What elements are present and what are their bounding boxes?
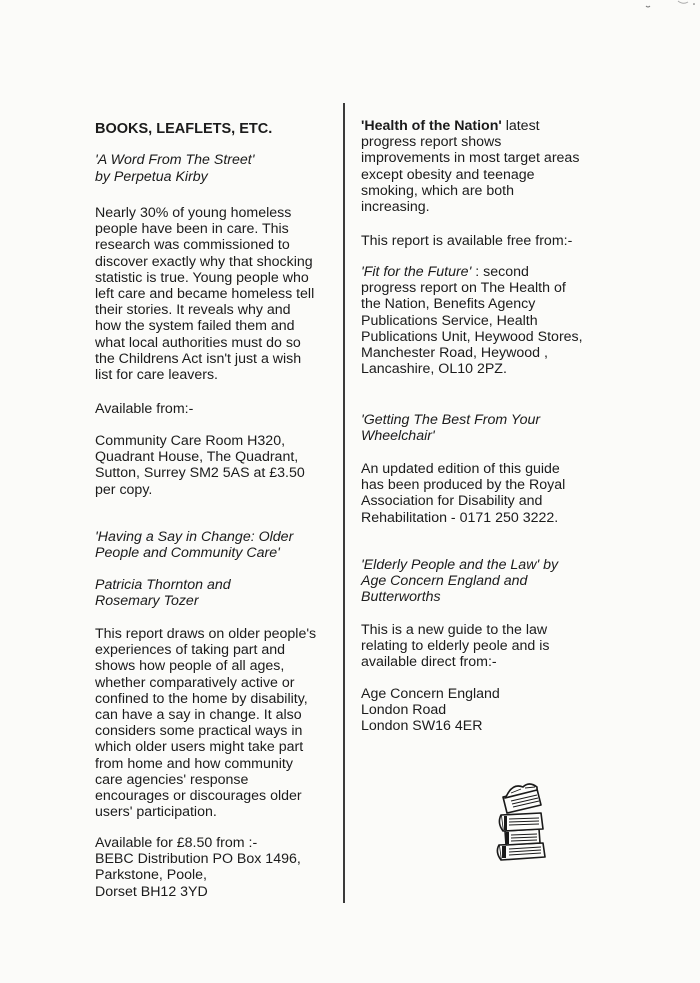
- item-authors-thornton-tozer: Patricia Thornton and Rosemary Tozer: [95, 577, 231, 610]
- item-title-having-a-say-in-change: 'Having a Say in Change: Older People and Community Care': [95, 529, 294, 562]
- item-author-perpetua-kirby: by Perpetua Kirby: [95, 169, 208, 185]
- fit-for-the-future-address: : second progress report on The Health of the Nation, Benefits Agency Publications Service, Health Publications Unit, Heywood Stores, Manchester Road, Heywood , Lancashire, OL10 2PZ.: [361, 264, 583, 378]
- fit-for-the-future-title: 'Fit for the Future': [361, 264, 472, 280]
- health-of-the-nation-intro: [361, 118, 596, 215]
- available-free-label: This report is available free from:-: [361, 233, 573, 249]
- item-description-word-from-the-street: Nearly 30% of young homeless people have been in care. This research was commissioned to discover exactly why that shocking statistic is true. Young people who left care and became homeless tell their stories. It reveals why and how the system failed them and what local authorities must do so the Childrens Act isn't just a wish list for care leavers.: [95, 205, 315, 384]
- scan-corner-mark: [640, 0, 700, 14]
- available-from-label: Available from:-: [95, 401, 194, 417]
- health-of-the-nation-text: progress report shows improvements in most target areas except obesity and teenage smoking, which are both increasing.: [361, 134, 580, 216]
- item-description-wheelchair-guide: An updated edition of this guide has been produced by the Royal Association for Disability and Rehabilitation - 0171 250 3222.: [361, 461, 566, 526]
- item-title-word-from-the-street: 'A Word From The Street': [95, 152, 255, 168]
- item-description-elderly-law-guide: This is a new guide to the law relating to elderly peole and is available direct from:-: [361, 622, 550, 671]
- bebc-availability-address: Available for £8.50 from :- BEBC Distribution PO Box 1496, Parkstone, Poole, Dorset BH12 3YD: [95, 835, 301, 900]
- item-description-having-a-say: This report draws on older people's experiences of taking part and shows how people of all ages, whether comparatively active or confined to the home by disability, can have a say in change. It also considers some practical ways in which older users might take part from home and how community care agencies' response encourages or discourages older users' participation.: [95, 626, 317, 821]
- item-title-elderly-people-and-the-law: 'Elderly People and the Law' by Age Concern England and Butterworths: [361, 557, 559, 606]
- column-divider: [343, 103, 345, 903]
- section-heading: BOOKS, LEAFLETS, ETC.: [95, 121, 273, 137]
- stack-of-books-icon: [493, 779, 548, 864]
- age-concern-address: Age Concern England London Road London SW16 4ER: [361, 686, 500, 735]
- community-care-address: Community Care Room H320, Quadrant House, The Quadrant, Sutton, Surrey SM2 5AS at £3.50 per copy.: [95, 433, 305, 498]
- health-of-the-nation-title: 'Health of the Nation': [361, 118, 502, 134]
- fit-for-the-future-source: [361, 264, 596, 377]
- health-of-the-nation-lead-in: latest: [501, 118, 540, 134]
- item-title-getting-the-best-wheelchair: 'Getting The Best From Your Wheelchair': [361, 412, 541, 445]
